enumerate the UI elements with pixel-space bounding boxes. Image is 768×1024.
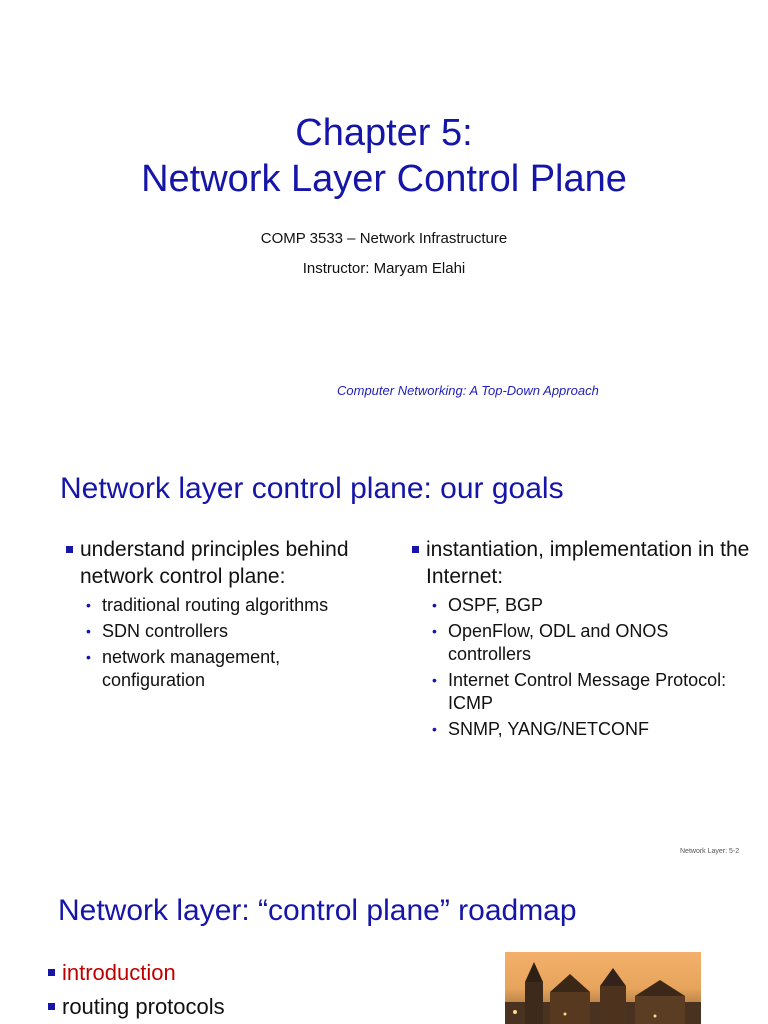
roadmap-item — [48, 956, 225, 990]
square-bullet-icon — [412, 546, 419, 553]
square-bullet-icon — [48, 969, 55, 976]
course-name: COMP 3533 – Network Infrastructure — [260, 230, 508, 247]
goal-sub-text: OSPF, BGP — [448, 595, 544, 615]
city-skyline-image — [505, 952, 701, 1024]
goal-sub-text: network management, configuration — [102, 647, 281, 690]
chapter-title — [0, 110, 768, 202]
roadmap-item-label: introduction — [62, 960, 176, 985]
goal-sub-bullet — [432, 594, 752, 617]
dot-bullet-icon: • — [432, 672, 437, 688]
chapter-title-line2: Network Layer Control Plane — [141, 158, 627, 200]
city-photo — [505, 952, 701, 1024]
chapter-title-line1: Chapter 5: — [295, 112, 473, 154]
goals-title: Network layer control plane: our goals — [60, 472, 564, 505]
goal-sub-bullet — [86, 646, 376, 692]
dot-bullet-icon: • — [432, 721, 437, 737]
goal-sub-bullet — [432, 718, 752, 741]
dot-bullet-icon: • — [86, 623, 91, 639]
goal-sub-bullet — [432, 669, 752, 715]
goal-sub-bullet — [86, 594, 376, 617]
goal-sub-bullet — [86, 620, 376, 643]
square-bullet-icon — [48, 1003, 55, 1010]
roadmap-list — [48, 956, 225, 1024]
dot-bullet-icon: • — [432, 597, 437, 613]
roadmap-title: Network layer: “control plane” roadmap — [58, 894, 577, 927]
dot-bullet-icon: • — [86, 597, 91, 613]
goal-main-text: understand principles behind network control plane: — [80, 538, 349, 588]
goals-left-column — [66, 536, 376, 695]
roadmap-item — [48, 990, 225, 1024]
goal-sub-text: OpenFlow, ODL and ONOS controllers — [448, 621, 669, 664]
roadmap-slide — [0, 860, 768, 1024]
goal-sub-text: Internet Control Message Protocol: ICMP — [448, 670, 727, 713]
goal-sub-text: traditional routing algorithms — [102, 595, 329, 615]
dot-bullet-icon: • — [432, 623, 437, 639]
goals-slide — [0, 430, 768, 860]
goal-sub-text: SNMP, YANG/NETCONF — [448, 719, 650, 739]
book-reference: Computer Networking: A Top-Down Approach — [337, 383, 599, 398]
title-slide — [0, 0, 768, 430]
dot-bullet-icon: • — [86, 649, 91, 665]
goals-right-column — [412, 536, 752, 744]
goal-main-bullet — [66, 536, 376, 590]
goal-main-bullet — [412, 536, 752, 590]
instructor-name: Instructor: Maryam Elahi — [302, 260, 466, 277]
roadmap-item-label: routing protocols — [62, 994, 225, 1019]
square-bullet-icon — [66, 546, 73, 553]
goal-sub-text: SDN controllers — [102, 621, 229, 641]
goal-main-text: instantiation, implementation in the Internet: — [426, 538, 750, 588]
goal-sub-bullet — [432, 620, 752, 666]
slide-footer: Network Layer: 5-2 — [680, 848, 740, 855]
